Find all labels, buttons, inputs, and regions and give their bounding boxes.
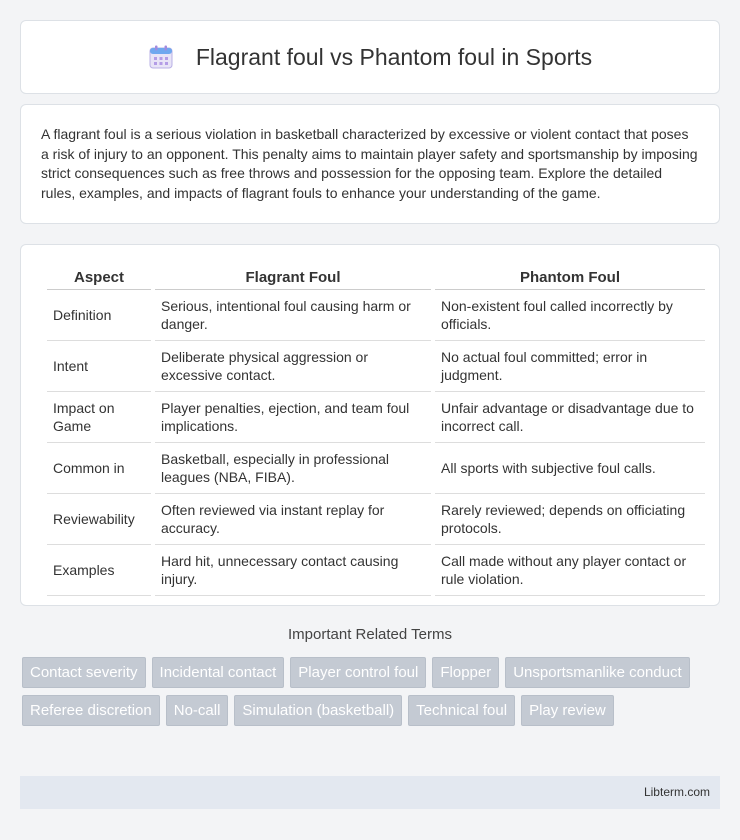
table-cell: No actual foul committed; error in judgment. <box>435 341 705 392</box>
table-cell: Non-existent foul called incorrectly by officials. <box>435 290 705 341</box>
table-cell: All sports with subjective foul calls. <box>435 443 705 494</box>
table-cell: Often reviewed via instant replay for accuracy. <box>155 494 431 545</box>
table-row <box>47 341 705 392</box>
column-header: Flagrant Foul <box>155 265 431 290</box>
related-term-tag[interactable]: Unsportsmanlike conduct <box>505 657 689 688</box>
related-terms-title: Important Related Terms <box>288 626 452 643</box>
calendar-icon <box>148 44 174 70</box>
table-row <box>47 545 705 596</box>
table-cell: Definition <box>47 290 151 341</box>
column-header: Phantom Foul <box>435 265 705 290</box>
table-cell: Unfair advantage or disadvantage due to incorrect call. <box>435 392 705 443</box>
related-term-tag[interactable]: Simulation (basketball) <box>234 695 402 726</box>
comparison-card <box>20 244 720 606</box>
comparison-table <box>43 265 709 596</box>
footer <box>20 776 720 809</box>
footer-link[interactable]: Libterm.com <box>643 785 710 799</box>
table-row <box>47 290 705 341</box>
table-cell: Reviewability <box>47 494 151 545</box>
related-terms-list <box>22 657 722 733</box>
header-card <box>20 20 720 94</box>
intro-card <box>20 104 720 224</box>
table-cell: Intent <box>47 341 151 392</box>
table-cell: Player penalties, ejection, and team foul implications. <box>155 392 431 443</box>
table-row <box>47 494 705 545</box>
related-term-tag[interactable]: Contact severity <box>22 657 146 688</box>
intro-text: A flagrant foul is a serious violation in basketball characterized by excessive or violent contact that poses a risk of injury to an opponent. This penalty aims to maintain player safety and sportsmanship by imposing strict consequences such as free throws and possession for the opposing team. Explore the detailed rules, examples, and impacts of flagrant fouls to enhance your understanding of the game. <box>41 126 698 201</box>
table-cell: Deliberate physical aggression or excessive contact. <box>155 341 431 392</box>
table-cell: Examples <box>47 545 151 596</box>
table-header-row <box>47 265 705 290</box>
table-row <box>47 443 705 494</box>
table-cell: Call made without any player contact or rule violation. <box>435 545 705 596</box>
table-row <box>47 392 705 443</box>
table-cell: Common in <box>47 443 151 494</box>
table-cell: Rarely reviewed; depends on officiating protocols. <box>435 494 705 545</box>
table-cell: Basketball, especially in professional leagues (NBA, FIBA). <box>155 443 431 494</box>
related-term-tag[interactable]: Flopper <box>432 657 499 688</box>
table-cell: Hard hit, unnecessary contact causing injury. <box>155 545 431 596</box>
related-term-tag[interactable]: Player control foul <box>290 657 426 688</box>
column-header: Aspect <box>47 265 151 290</box>
table-cell: Impact on Game <box>47 392 151 443</box>
related-term-tag[interactable]: Incidental contact <box>152 657 285 688</box>
related-term-tag[interactable]: Referee discretion <box>22 695 160 726</box>
related-term-tag[interactable]: No-call <box>166 695 229 726</box>
table-cell: Serious, intentional foul causing harm or danger. <box>155 290 431 341</box>
related-term-tag[interactable]: Technical foul <box>408 695 515 726</box>
page-title: Flagrant foul vs Phantom foul in Sports <box>195 43 593 70</box>
related-term-tag[interactable]: Play review <box>521 695 614 726</box>
